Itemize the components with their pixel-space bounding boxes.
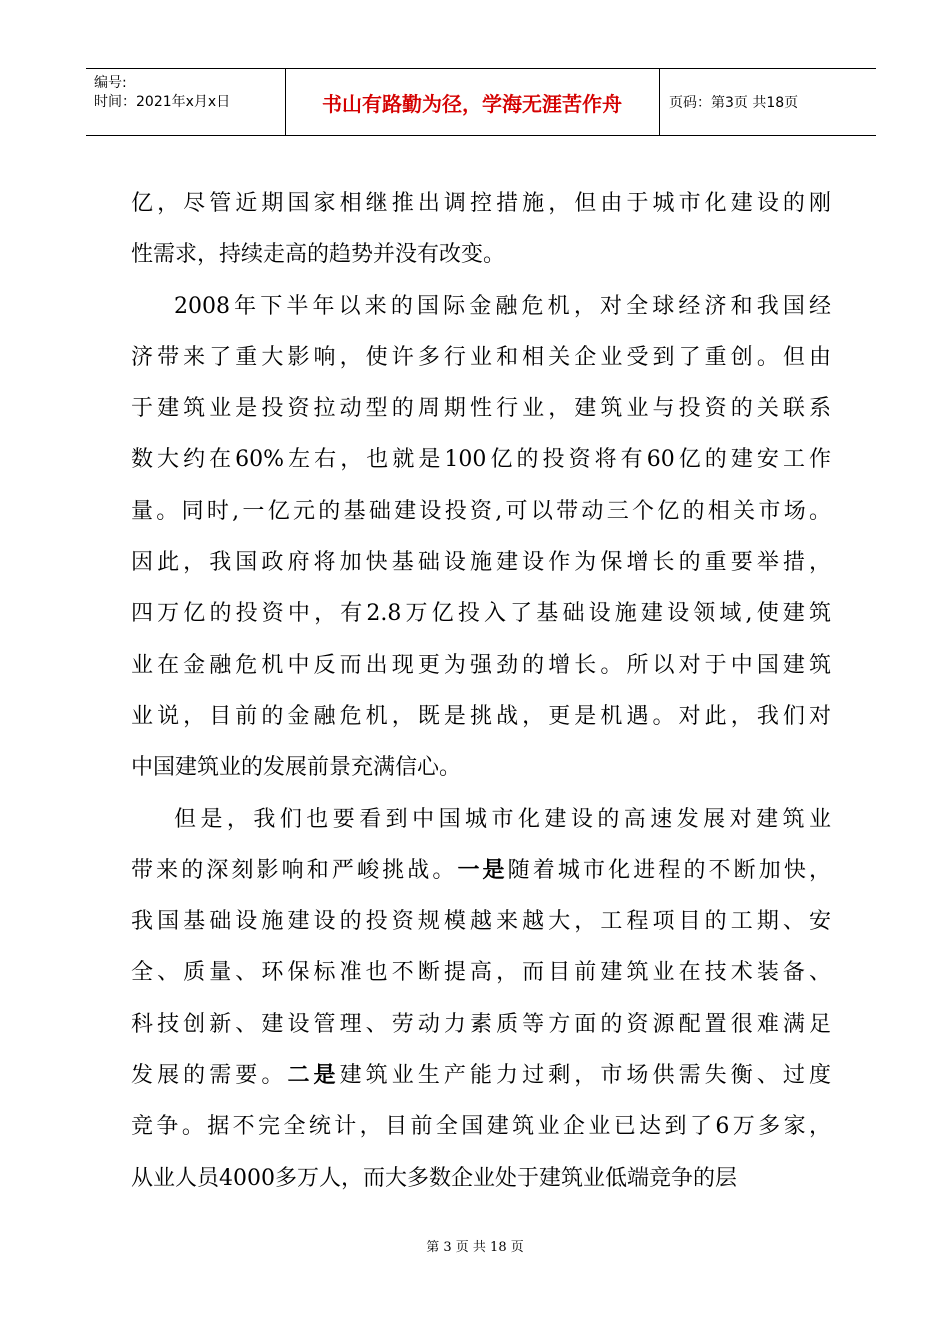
header-motto: 书山有路勤为径，学海无涯苦作舟	[322, 91, 622, 116]
paragraph-line	[131, 947, 831, 998]
emphasis-text: 二是	[287, 1063, 340, 1089]
paragraph-line	[131, 588, 831, 639]
body-text-segment: 全、质量、环保标准也不断提高，而目前建筑业在技术装备、	[131, 960, 831, 986]
paragraph	[131, 178, 831, 281]
paragraph-line	[131, 794, 831, 845]
paragraph-line	[131, 896, 831, 947]
header-divider-right	[659, 68, 660, 136]
paragraph-line	[131, 845, 831, 896]
paragraph-line	[131, 434, 831, 485]
body-text-segment: 量。同时,一亿元的基础建设投资,可以带动三个亿的相关市场。	[131, 498, 831, 524]
paragraph-line	[131, 537, 831, 588]
body-text-segment: 业说，目前的金融危机，既是挑战，更是机遇。对此，我们对	[131, 703, 831, 729]
paragraph-line	[131, 178, 831, 229]
body-text-segment: 竞争。据不完全统计，目前全国建筑业企业已达到了6万多家，	[131, 1114, 831, 1140]
paragraph-line	[131, 1050, 831, 1101]
body-text-segment: 带来的深刻影响和严峻挑战。	[131, 857, 458, 883]
paragraph-line	[131, 691, 831, 742]
header-time-label: 时间：2021年x月x日	[94, 94, 231, 110]
body-text-segment: 四万亿的投资中，有2.8万亿投入了基础设施建设领域,使建筑	[131, 601, 831, 627]
paragraph-line	[131, 383, 831, 434]
paragraph-line	[131, 742, 831, 793]
body-text-segment: 中国建筑业的发展前景充满信心。	[131, 755, 462, 781]
paragraph-line	[131, 486, 831, 537]
body-text-segment: 从业人员4000多万人，而大多数企业处于建筑业低端竞争的层	[131, 1165, 737, 1191]
paragraph-line	[131, 999, 831, 1050]
paragraph-line	[131, 281, 831, 332]
document-body	[131, 178, 831, 1204]
body-text-segment: 发展的需要。	[131, 1063, 288, 1089]
paragraph-line	[131, 1153, 831, 1204]
paragraph-line	[131, 1101, 831, 1152]
paragraph-line	[131, 640, 831, 691]
body-text-segment: 2008年下半年以来的国际金融危机，对全球经济和我国经	[174, 293, 831, 319]
document-header	[86, 68, 876, 136]
body-text-segment: 亿，尽管近期国家相继推出调控措施，但由于城市化建设的刚	[131, 191, 831, 216]
emphasis-text: 一是	[457, 857, 508, 883]
body-text-segment: 因此，我国政府将加快基础设施建设作为保增长的重要举措，	[131, 550, 831, 576]
paragraph-line	[131, 332, 831, 383]
body-text-segment: 业在金融危机中反而出现更为强劲的增长。所以对于中国建筑	[131, 652, 831, 678]
paragraph-line	[131, 229, 831, 280]
body-text-segment: 性需求，持续走高的趋势并没有改变。	[131, 242, 506, 268]
body-text-segment: 我国基础设施建设的投资规模越来越大，工程项目的工期、安	[131, 909, 831, 935]
body-text-segment: 济带来了重大影响，使许多行业和相关企业受到了重创。但由	[131, 344, 831, 370]
body-text-segment: 于建筑业是投资拉动型的周期性行业，建筑业与投资的关联系	[131, 396, 831, 422]
paragraph	[131, 794, 831, 1204]
page-footer: 第 3 页 共 18 页	[426, 1240, 524, 1255]
body-text-segment: 随着城市化进程的不断加快，	[507, 857, 831, 883]
body-text-segment: 建筑业生产能力过剩，市场供需失衡、过度	[339, 1063, 831, 1089]
paragraph	[131, 281, 831, 794]
body-text-segment: 但是，我们也要看到中国城市化建设的高速发展对建筑业	[174, 806, 831, 832]
body-text-segment: 科技创新、建设管理、劳动力素质等方面的资源配置很难满足	[131, 1011, 831, 1037]
header-meta	[94, 74, 230, 112]
body-text-segment: 数大约在60%左右，也就是100亿的投资将有60亿的建安工作	[131, 447, 831, 473]
header-number-label: 编号:	[94, 75, 127, 91]
header-page-label: 页码：第3页 共18页	[669, 95, 799, 111]
